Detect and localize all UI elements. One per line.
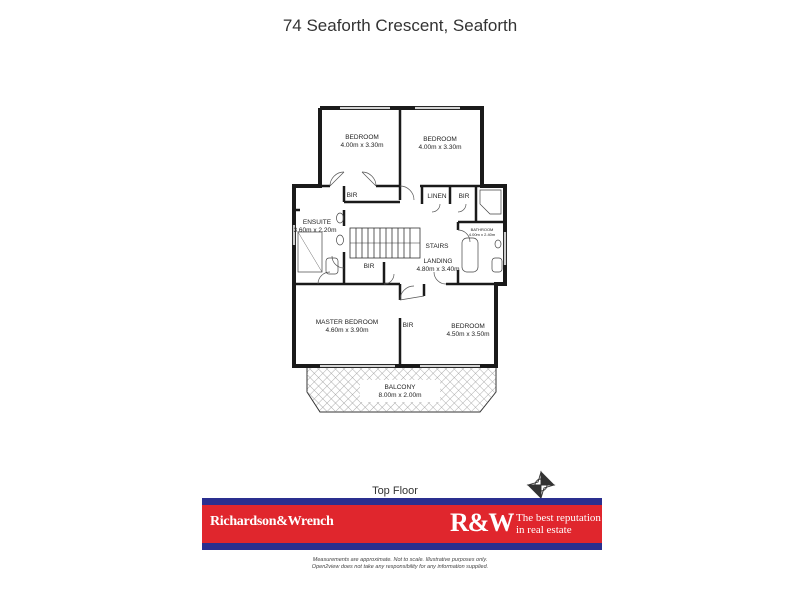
room-size-bedroom-2: 4.00m x 3.30m [418, 144, 462, 151]
room-label-bir-top: BIR [346, 192, 358, 199]
room-label-bedroom-3: BEDROOM [451, 323, 485, 330]
room-size-bathroom: 4.00m x 2.40m [468, 232, 496, 237]
room-label-bedroom-1: BEDROOM [345, 134, 379, 141]
room-size-master-bedroom: 4.60m x 3.90m [325, 327, 369, 334]
tagline-line-1: The best reputation [516, 512, 601, 524]
agency-banner [202, 498, 602, 550]
room-size-landing: 4.80m x 3.40m [416, 266, 460, 273]
room-label-stairs: STAIRS [425, 243, 449, 250]
room-size-bedroom-3: 4.50m x 3.50m [446, 331, 490, 338]
compass-icon [526, 470, 556, 500]
disclaimer-line-2: Open2view does not take any responsibility for any information supplied. [311, 564, 489, 570]
room-label-landing: LANDING [423, 258, 453, 265]
floor-label: Top Floor [372, 485, 418, 497]
room-label-bir-mid: BIR [363, 263, 375, 270]
room-label-ensuite: ENSUITE [302, 219, 332, 226]
banner-bottom-strip [202, 543, 602, 550]
room-label-bedroom-2: BEDROOM [423, 136, 457, 143]
room-label-bir-lower: BIR [402, 322, 414, 329]
room-size-ensuite: 3.60m x 2.20m [293, 227, 337, 234]
brand-tagline [516, 512, 601, 536]
tagline-line-2: in real estate [516, 524, 572, 536]
room-label-linen: LINEN [427, 193, 447, 200]
banner-top-strip [202, 498, 602, 505]
disclaimer-line-1: Measurements are approximate. Not to scale. Illustrative purposes only. [312, 557, 488, 563]
stairs [350, 228, 420, 258]
room-label-bir-right: BIR [458, 193, 470, 200]
room-label-balcony: BALCONY [384, 384, 416, 391]
room-label-master-bedroom: MASTER BEDROOM [315, 319, 379, 326]
room-labels [294, 134, 496, 399]
brand-logo: R&W [450, 508, 514, 537]
page-title: 74 Seaforth Crescent, Seaforth [282, 16, 518, 35]
room-size-bedroom-1: 4.00m x 3.30m [340, 142, 384, 149]
brand-name: Richardson&Wrench [210, 514, 334, 529]
room-size-balcony: 8.00m x 2.00m [378, 392, 422, 399]
disclaimer [0, 557, 800, 571]
room-label-bathroom: BATHROOM [470, 227, 494, 232]
